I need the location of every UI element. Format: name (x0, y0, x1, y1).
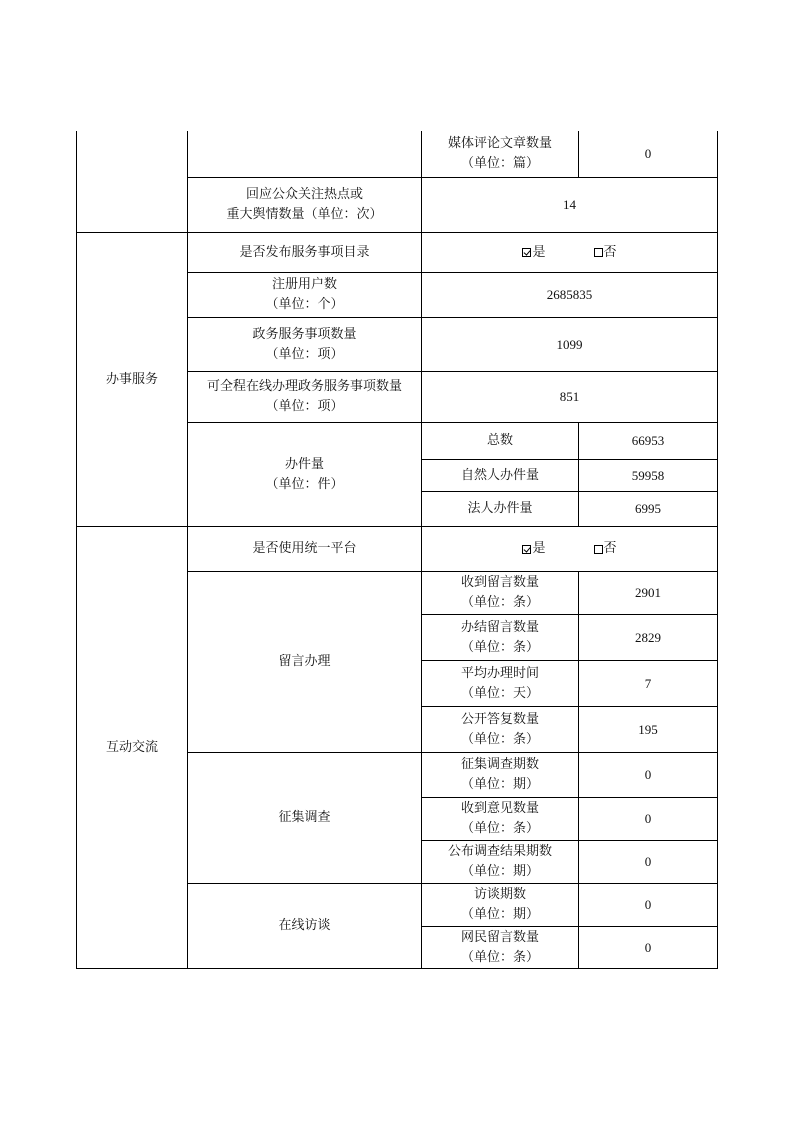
catalog-yes-option[interactable]: 是 (522, 243, 545, 263)
checked-box-icon (522, 248, 531, 257)
hotspot-value: 14 (563, 197, 576, 212)
messages-public-reply-value: 195 (638, 721, 658, 737)
messages-avg-time-value: 7 (644, 675, 652, 691)
volume-legal-label: 法人办件量 (467, 501, 533, 516)
messages-received-label: 收到留言数量 （单位：条） (460, 575, 539, 610)
catalog-label: 是否发布服务事项目录 (239, 244, 370, 260)
volume-total-label: 总数 (486, 433, 513, 448)
messages-public-reply-label: 公开答复数量 （单位：条） (460, 711, 539, 747)
messages-received-value: 2901 (635, 585, 661, 600)
service-items-value: 1099 (556, 336, 583, 352)
volume-legal-value: 6995 (635, 501, 661, 516)
survey-results-label: 公布调查结果期数 （单位：期） (447, 844, 552, 879)
platform-label: 是否使用统一平台 (252, 541, 357, 556)
volume-natural-label: 自然人办件量 (460, 467, 539, 483)
volume-label: 办件量 （单位：件） (265, 456, 344, 492)
platform-checkbox-group (422, 527, 717, 571)
online-items-label: 可全程在线办理政务服务事项数量 （单位：项） (206, 379, 402, 414)
survey-results-value: 0 (644, 854, 652, 869)
interview-label: 在线访谈 (278, 918, 331, 933)
survey-periods-label: 征集调查期数 （单位：期） (460, 757, 539, 792)
unchecked-box-icon (594, 545, 603, 554)
interview-periods-value: 0 (644, 897, 652, 912)
registered-users-label: 注册用户数 （单位：个） (265, 277, 344, 312)
interview-periods-label: 访谈期数 （单位：期） (460, 887, 539, 922)
catalog-no-option[interactable]: 否 (594, 243, 617, 263)
unchecked-box-icon (594, 248, 603, 257)
interview-netizen-messages-label: 网民留言数量 （单位：条） (460, 929, 539, 965)
survey-periods-value: 0 (644, 767, 652, 782)
survey-label: 征集调查 (278, 810, 331, 825)
survey-opinions-value: 0 (644, 811, 652, 826)
platform-no-option[interactable]: 否 (594, 539, 617, 559)
messages-label: 留言办理 (278, 654, 331, 669)
messages-closed-value: 2829 (635, 629, 661, 645)
service-items-label: 政务服务事项数量 （单位：项） (252, 326, 357, 362)
checked-box-icon (522, 545, 531, 554)
messages-avg-time-label: 平均办理时间 （单位：天） (460, 665, 539, 701)
platform-yes-option[interactable]: 是 (522, 539, 545, 559)
catalog-checkbox-group (422, 233, 717, 272)
media-articles-value: 0 (644, 146, 652, 161)
survey-opinions-label: 收到意见数量 （单位：条） (460, 801, 539, 836)
volume-total-value: 66953 (631, 433, 665, 448)
interaction-section-label: 互动交流 (105, 739, 158, 755)
media-articles-label: 媒体评论文章数量 （单位：篇） (447, 136, 552, 171)
interview-netizen-messages-value: 0 (644, 939, 652, 955)
registered-users-value: 2685835 (546, 287, 593, 302)
online-items-value: 851 (559, 389, 580, 404)
messages-closed-label: 办结留言数量 （单位：条） (460, 619, 539, 655)
volume-natural-value: 59958 (631, 467, 665, 483)
hotspot-label: 回应公众关注热点或 重大舆情数量（单位：次） (226, 187, 383, 222)
service-section-label: 办事服务 (105, 371, 158, 387)
